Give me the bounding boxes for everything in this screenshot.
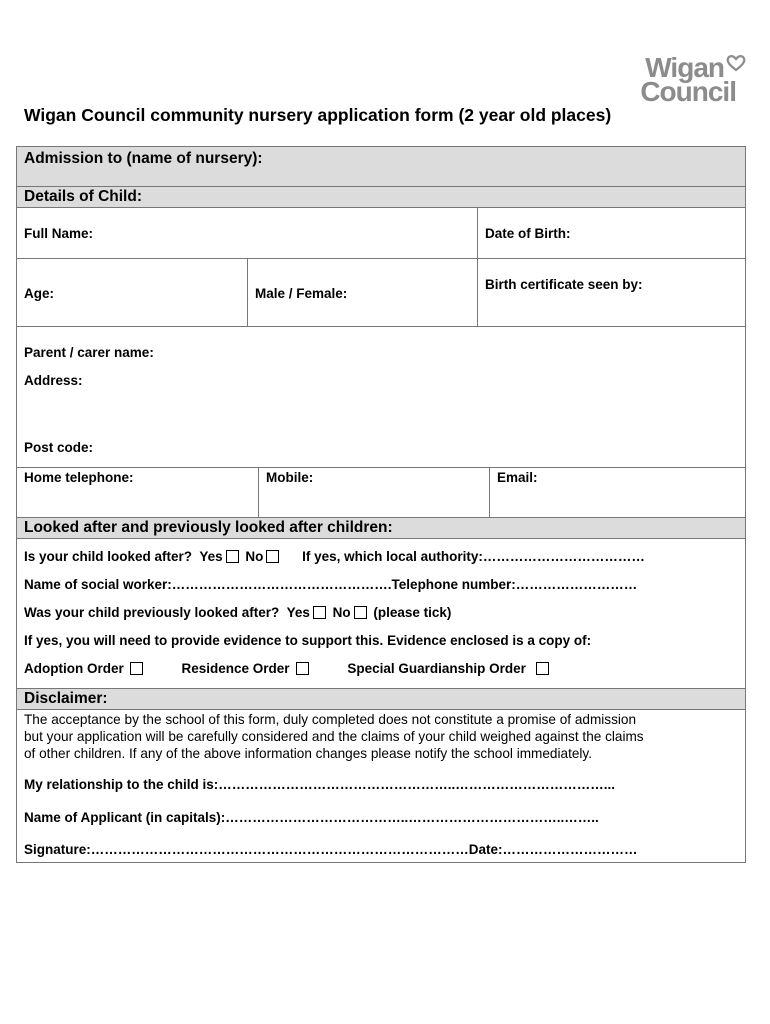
mobile-field[interactable]: Mobile: <box>266 470 314 485</box>
sex-field[interactable]: Male / Female: <box>255 286 348 301</box>
looked-after-question <box>24 549 645 564</box>
special-guardianship-label: Special Guardianship Order <box>347 661 526 676</box>
admission-label: Admission to (name of nursery): <box>24 150 263 167</box>
previously-no-checkbox[interactable] <box>354 606 367 619</box>
birth-cert-field[interactable]: Birth certificate seen by: <box>485 277 643 292</box>
looked-after-question-label: Is your child looked after? <box>24 549 193 564</box>
signature-date-field[interactable]: Signature:…………………………………………………………………………Date:………………………… <box>24 842 638 857</box>
page-title: Wigan Council community nursery application form (2 year old places) <box>24 105 612 125</box>
dob-field[interactable]: Date of Birth: <box>485 226 571 241</box>
looked-after-no-checkbox[interactable] <box>266 550 279 563</box>
adoption-order-label: Adoption Order <box>24 661 124 676</box>
age-sex-row <box>17 259 745 327</box>
wigan-council-logo <box>636 52 748 112</box>
postcode-field[interactable]: Post code: <box>24 440 94 455</box>
please-tick-label: (please tick) <box>373 605 452 620</box>
relationship-field[interactable]: My relationship to the child is:……………………………………………..……………………………... <box>24 777 616 792</box>
previously-yes-checkbox[interactable] <box>313 606 326 619</box>
looked-after-heading: Looked after and previously looked after children: <box>24 519 393 536</box>
contact-row <box>17 468 745 518</box>
admission-row[interactable] <box>17 147 745 187</box>
details-heading-row <box>17 187 745 208</box>
logo-wigan-text: Wigan <box>645 52 724 83</box>
disclaimer-line: of other children. If any of the above information changes please notify the school immediately. <box>24 746 592 761</box>
age-field[interactable]: Age: <box>24 286 54 301</box>
no-label: No <box>332 605 351 620</box>
email-field[interactable]: Email: <box>497 470 538 485</box>
previously-question-label: Was your child previously looked after? <box>24 605 280 620</box>
looked-after-section <box>17 539 745 689</box>
name-dob-row <box>17 208 745 259</box>
logo-council-text: Council <box>640 76 736 107</box>
parent-name-field[interactable]: Parent / carer name: <box>24 345 154 360</box>
order-options <box>24 661 552 676</box>
disclaimer-heading: Disclaimer: <box>24 690 108 707</box>
looked-after-heading-row <box>17 518 745 539</box>
disclaimer-line: The acceptance by the school of this form, duly completed does not constitute a promise of admission <box>24 712 637 727</box>
looked-after-yes-checkbox[interactable] <box>226 550 239 563</box>
full-name-field[interactable]: Full Name: <box>24 226 94 241</box>
applicant-name-field[interactable]: Name of Applicant (in capitals):…………………………………..……………………………..…….. <box>24 810 599 825</box>
previously-looked-after-question <box>24 605 451 620</box>
special-guardianship-checkbox[interactable] <box>536 662 549 675</box>
yes-label: Yes <box>199 549 223 564</box>
adoption-order-checkbox[interactable] <box>130 662 143 675</box>
local-authority-field[interactable]: If yes, which local authority:……………………………… <box>302 549 645 564</box>
residence-order-label: Residence Order <box>181 661 290 676</box>
residence-order-checkbox[interactable] <box>296 662 309 675</box>
no-label: No <box>245 549 264 564</box>
yes-label: Yes <box>286 605 310 620</box>
disclaimer-heading-bar <box>17 689 745 710</box>
address-field[interactable]: Address: <box>24 373 83 388</box>
details-heading: Details of Child: <box>24 188 142 205</box>
heart-icon <box>726 54 746 72</box>
evidence-text: If yes, you will need to provide evidence to support this. Evidence enclosed is a copy of: <box>24 633 592 648</box>
home-telephone-field[interactable]: Home telephone: <box>24 470 134 485</box>
social-worker-field[interactable]: Name of social worker:………………………………………….Telephone number:……………………… <box>24 577 638 592</box>
disclaimer-text <box>24 711 644 762</box>
disclaimer-section <box>17 689 745 862</box>
application-form <box>16 146 746 863</box>
parent-address-row <box>17 327 745 468</box>
disclaimer-line: but your application will be carefully considered and the claims of your child weighed against the claims <box>24 729 644 744</box>
